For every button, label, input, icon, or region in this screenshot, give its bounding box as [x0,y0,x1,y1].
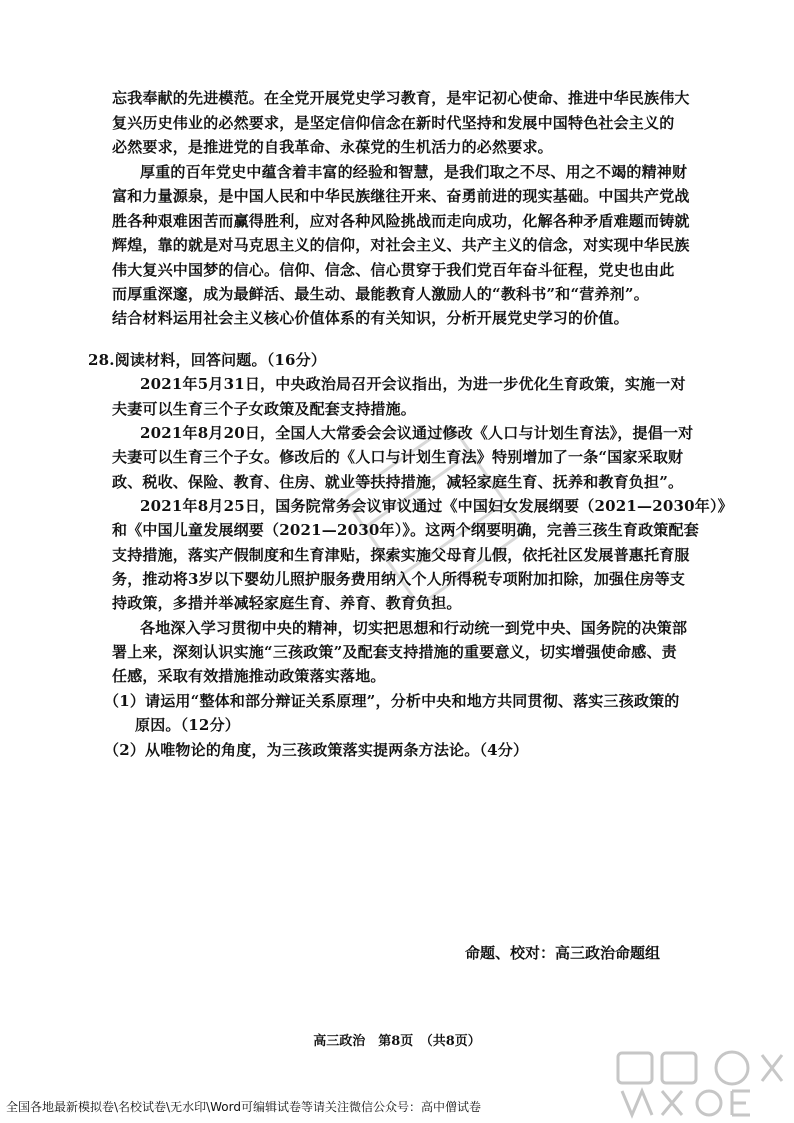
text-line: 2021年8月20日，全国人大常委会会议通过修改《人口与计划生育法》，提倡一对 [140,424,694,442]
text-line: 政、税收、保险、教育、住房、就业等扶持措施，减轻家庭生育、抚养和教育负担”。 [112,473,684,491]
text-line: 2021年5月31日，中央政治局召开会议指出，为进一步优化生育政策，实施一对 [140,375,686,393]
credit-line: 命题、校对：高三政治命题组 [465,944,661,962]
text-line: 各地深入学习贯彻中央的精神，切实把思想和行动统一到党中央、国务院的决策部 [140,619,688,637]
text-line: 务，推动将3岁以下婴幼儿照护服务费用纳入个人所得税专项附加扣除，加强住房等支 [112,570,686,588]
site-logo-icon [612,1045,792,1121]
text-line: 和《中国儿童发展纲要（2021—2030年）》。这两个纲要明确，完善三孩生育政策配套 [112,521,699,539]
text-line: 持政策，多措并举减轻家庭生育、养育、教育负担。 [112,594,462,612]
text-line: 忘我奉献的先进模范。在全党开展党史学习教育，是牢记初心使命、推进中华民族伟大 [112,89,690,107]
text-line: 夫妻可以生育三个子女。修改后的《人口与计划生育法》特别增加了一条“国家采取财 [112,448,684,466]
text-line: 署上来，深刻认识实施“三孩政策”及配套支持措施的重要意义，切实增强使命感、责 [112,643,677,661]
text-line: 必然要求，是推进党的自我革命、永葆党的生机活力的必然要求。 [112,138,553,156]
text-line: 任感，采取有效措施推动政策落实落地。 [112,667,386,685]
text-line: 而厚重深邃，成为最鲜活、最生动、最能教育人激励人的“教科书”和“营养剂”。 [112,285,649,303]
text-line: 辉煌，靠的就是对马克思主义的信仰，对社会主义、共产主义的信念，对实现中华民族 [112,236,690,254]
text-line: 厚重的百年党史中蕴含着丰富的经验和智慧，是我们取之不尽、用之不竭的精神财 [140,163,688,181]
text-line: 2021年8月25日，国务院常务会议审议通过《中国妇女发展纲要（2021—2030年）》 [140,497,733,515]
sub-question-1: （1）请运用“整体和部分辩证关系原理”，分析中央和地方共同贯彻、落实三孩政策的 [104,692,680,710]
text-line: 伟大复兴中国梦的信心。信仰、信念、信心贯穿于我们党百年奋斗征程，党史也由此 [112,261,675,279]
text-line: 富和力量源泉，是中国人民和中华民族继往开来、奋勇前进的现实基础。中国共产党战 [112,187,690,205]
text-line: 夫妻可以生育三个子女政策及配套支持措施。 [112,400,417,418]
text-line: 复兴历史伟业的必然要求，是坚定信仰信念在新时代坚持和发展中国特色社会主义的 [112,114,675,132]
question-prompt: 结合材料运用社会主义核心价值体系的有关知识，分析开展党史学习的价值。 [112,309,629,327]
question-title: 28.阅读材料，回答问题。（16分） [88,351,327,369]
bottom-note: 全国各地最新模拟卷\名校试卷\无水印\Word可编辑试卷等请关注微信公众号：高中僧试卷 [6,1100,481,1114]
text-line: 胜各种艰难困苦而赢得胜利，应对各种风险挑战而走向成功，化解各种矛盾难题而铸就 [112,212,690,230]
sub-question-1-cont: 原因。（12分） [135,716,240,734]
text-line: 支持措施，落实产假制度和生育津贴，探索实施父母育儿假，依托社区发展普惠托育服 [112,546,690,564]
sub-question-2: （2）从唯物论的角度，为三孩政策落实提两条方法论。（4分） [104,741,529,759]
page-number: 高三政治 第8页 （共8页） [313,1034,481,1049]
